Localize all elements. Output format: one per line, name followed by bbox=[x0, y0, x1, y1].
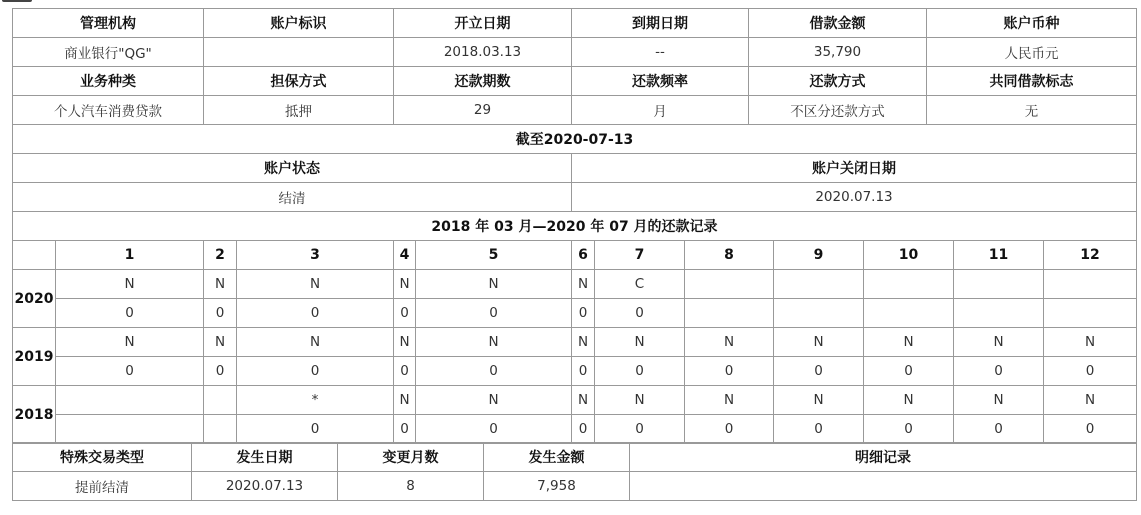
value-installments: 29 bbox=[394, 96, 572, 125]
value-currency: 人民币元 bbox=[927, 38, 1137, 67]
value-loan-amount: 35,790 bbox=[749, 38, 927, 67]
corner-cell bbox=[13, 241, 56, 270]
header-installments: 还款期数 bbox=[394, 67, 572, 96]
value-business-type: 个人汽车消费贷款 bbox=[13, 96, 204, 125]
repayment-amount-cell: 0 bbox=[864, 357, 954, 386]
value-change-months: 8 bbox=[338, 472, 484, 501]
repayment-status-cell: N bbox=[864, 386, 954, 415]
table-row bbox=[13, 415, 1137, 444]
month-header: 4 bbox=[394, 241, 416, 270]
repayment-amount-cell: 0 bbox=[237, 299, 394, 328]
repayment-amount-cell bbox=[864, 299, 954, 328]
repayment-status-cell: N bbox=[774, 386, 864, 415]
repayment-amount-cell: 0 bbox=[572, 357, 595, 386]
repayment-status-cell bbox=[864, 270, 954, 299]
repayment-amount-cell: 0 bbox=[237, 415, 394, 444]
month-header: 10 bbox=[864, 241, 954, 270]
repayment-status-cell: N bbox=[416, 270, 572, 299]
repayment-status-cell: N bbox=[572, 270, 595, 299]
repayment-status-cell: N bbox=[394, 270, 416, 299]
header-loan-amount: 借款金额 bbox=[749, 9, 927, 38]
repayment-status-cell: N bbox=[204, 270, 237, 299]
header-change-months: 变更月数 bbox=[338, 443, 484, 472]
repayment-amount-cell: 0 bbox=[595, 299, 685, 328]
table-row bbox=[13, 299, 1137, 328]
repayment-amount-cell: 0 bbox=[572, 299, 595, 328]
repayment-status-cell: * bbox=[237, 386, 394, 415]
repayment-status-cell bbox=[56, 386, 204, 415]
repayment-status-cell: N bbox=[394, 386, 416, 415]
repayment-status-cell: N bbox=[685, 386, 774, 415]
header-business-type: 业务种类 bbox=[13, 67, 204, 96]
header-account-id: 账户标识 bbox=[204, 9, 394, 38]
repayment-amount-cell bbox=[774, 299, 864, 328]
special-transaction-table bbox=[12, 442, 1137, 501]
value-close-date: 2020.07.13 bbox=[572, 183, 1137, 212]
repayment-amount-cell: 0 bbox=[595, 357, 685, 386]
repayment-status-cell: N bbox=[572, 386, 595, 415]
repayment-status-cell: N bbox=[56, 270, 204, 299]
repayment-status-cell: N bbox=[394, 328, 416, 357]
repayment-amount-cell: 0 bbox=[204, 357, 237, 386]
repayment-amount-cell: 0 bbox=[394, 415, 416, 444]
repayment-amount-cell: 0 bbox=[595, 415, 685, 444]
month-header: 7 bbox=[595, 241, 685, 270]
header-special-type: 特殊交易类型 bbox=[13, 443, 192, 472]
repayment-status-cell: N bbox=[685, 328, 774, 357]
repayment-amount-cell: 0 bbox=[416, 299, 572, 328]
repayment-amount-cell: 0 bbox=[685, 357, 774, 386]
header-repay-method: 还款方式 bbox=[749, 67, 927, 96]
repayment-status-cell bbox=[774, 270, 864, 299]
repayment-status-cell: C bbox=[595, 270, 685, 299]
header-occur-date: 发生日期 bbox=[192, 443, 338, 472]
repayment-amount-cell: 0 bbox=[416, 357, 572, 386]
month-header: 6 bbox=[572, 241, 595, 270]
table-row bbox=[13, 357, 1137, 386]
header-frequency: 还款频率 bbox=[572, 67, 749, 96]
repayment-amount-cell bbox=[1044, 299, 1137, 328]
repayment-status-cell: N bbox=[1044, 386, 1137, 415]
repayment-amount-cell: 0 bbox=[204, 299, 237, 328]
header-management-org: 管理机构 bbox=[13, 9, 204, 38]
year-label: 2020 bbox=[13, 270, 56, 328]
repayment-record-title: 2018 年 03 月—2020 年 07 月的还款记录 bbox=[13, 212, 1137, 241]
value-special-type: 提前结清 bbox=[13, 472, 192, 501]
value-guarantee: 抵押 bbox=[204, 96, 394, 125]
repayment-status-cell: N bbox=[954, 328, 1044, 357]
repayment-amount-cell: 0 bbox=[954, 357, 1044, 386]
repayment-amount-cell: 0 bbox=[1044, 357, 1137, 386]
year-label: 2019 bbox=[13, 328, 56, 386]
value-frequency: 月 bbox=[572, 96, 749, 125]
repayment-status-cell: N bbox=[954, 386, 1044, 415]
repayment-amount-cell bbox=[204, 415, 237, 444]
repayment-status-cell: N bbox=[237, 328, 394, 357]
value-joint-flag: 无 bbox=[927, 96, 1137, 125]
month-header: 3 bbox=[237, 241, 394, 270]
repayment-status-cell: N bbox=[595, 328, 685, 357]
repayment-status-cell: N bbox=[237, 270, 394, 299]
loan-account-table bbox=[12, 8, 1137, 444]
header-detail-record: 明细记录 bbox=[630, 443, 1137, 472]
table-row bbox=[13, 270, 1137, 299]
year-label: 2018 bbox=[13, 386, 56, 444]
repayment-status-cell bbox=[685, 270, 774, 299]
repayment-amount-cell: 0 bbox=[864, 415, 954, 444]
repayment-status-cell: N bbox=[572, 328, 595, 357]
repayment-status-cell: N bbox=[864, 328, 954, 357]
value-repay-method: 不区分还款方式 bbox=[749, 96, 927, 125]
as-of-date: 截至2020-07-13 bbox=[13, 125, 1137, 154]
repayment-amount-cell: 0 bbox=[685, 415, 774, 444]
month-header: 1 bbox=[56, 241, 204, 270]
repayment-amount-cell bbox=[56, 415, 204, 444]
value-detail-record bbox=[630, 472, 1137, 501]
table-row bbox=[13, 386, 1137, 415]
repayment-amount-cell: 0 bbox=[394, 357, 416, 386]
header-open-date: 开立日期 bbox=[394, 9, 572, 38]
month-header: 11 bbox=[954, 241, 1044, 270]
repayment-amount-cell: 0 bbox=[416, 415, 572, 444]
header-close-date: 账户关闭日期 bbox=[572, 154, 1137, 183]
header-guarantee: 担保方式 bbox=[204, 67, 394, 96]
month-header: 2 bbox=[204, 241, 237, 270]
value-occur-amount: 7,958 bbox=[484, 472, 630, 501]
value-account-status: 结清 bbox=[13, 183, 572, 212]
repayment-status-cell bbox=[1044, 270, 1137, 299]
repayment-status-cell: N bbox=[416, 386, 572, 415]
repayment-status-cell: N bbox=[774, 328, 864, 357]
table-row bbox=[13, 328, 1137, 357]
repayment-amount-cell bbox=[685, 299, 774, 328]
value-due-date: -- bbox=[572, 38, 749, 67]
repayment-status-cell: N bbox=[1044, 328, 1137, 357]
cropped-heading-fragment bbox=[0, 0, 40, 4]
month-header: 5 bbox=[416, 241, 572, 270]
value-account-id bbox=[204, 38, 394, 67]
repayment-amount-cell: 0 bbox=[56, 299, 204, 328]
header-occur-amount: 发生金额 bbox=[484, 443, 630, 472]
repayment-status-cell: N bbox=[416, 328, 572, 357]
repayment-status-cell bbox=[204, 386, 237, 415]
header-joint-flag: 共同借款标志 bbox=[927, 67, 1137, 96]
repayment-amount-cell: 0 bbox=[56, 357, 204, 386]
header-account-status: 账户状态 bbox=[13, 154, 572, 183]
repayment-amount-cell: 0 bbox=[572, 415, 595, 444]
value-management-org: 商业银行"QG" bbox=[13, 38, 204, 67]
repayment-amount-cell bbox=[954, 299, 1044, 328]
month-header: 8 bbox=[685, 241, 774, 270]
repayment-status-cell: N bbox=[56, 328, 204, 357]
header-currency: 账户币种 bbox=[927, 9, 1137, 38]
month-header-row bbox=[13, 241, 1137, 270]
month-header: 9 bbox=[774, 241, 864, 270]
header-due-date: 到期日期 bbox=[572, 9, 749, 38]
repayment-amount-cell: 0 bbox=[774, 357, 864, 386]
repayment-status-cell: N bbox=[595, 386, 685, 415]
repayment-amount-cell: 0 bbox=[237, 357, 394, 386]
month-header: 12 bbox=[1044, 241, 1137, 270]
repayment-amount-cell: 0 bbox=[1044, 415, 1137, 444]
repayment-amount-cell: 0 bbox=[394, 299, 416, 328]
value-occur-date: 2020.07.13 bbox=[192, 472, 338, 501]
repayment-status-cell bbox=[954, 270, 1044, 299]
repayment-amount-cell: 0 bbox=[954, 415, 1044, 444]
repayment-status-cell: N bbox=[204, 328, 237, 357]
value-open-date: 2018.03.13 bbox=[394, 38, 572, 67]
repayment-amount-cell: 0 bbox=[774, 415, 864, 444]
